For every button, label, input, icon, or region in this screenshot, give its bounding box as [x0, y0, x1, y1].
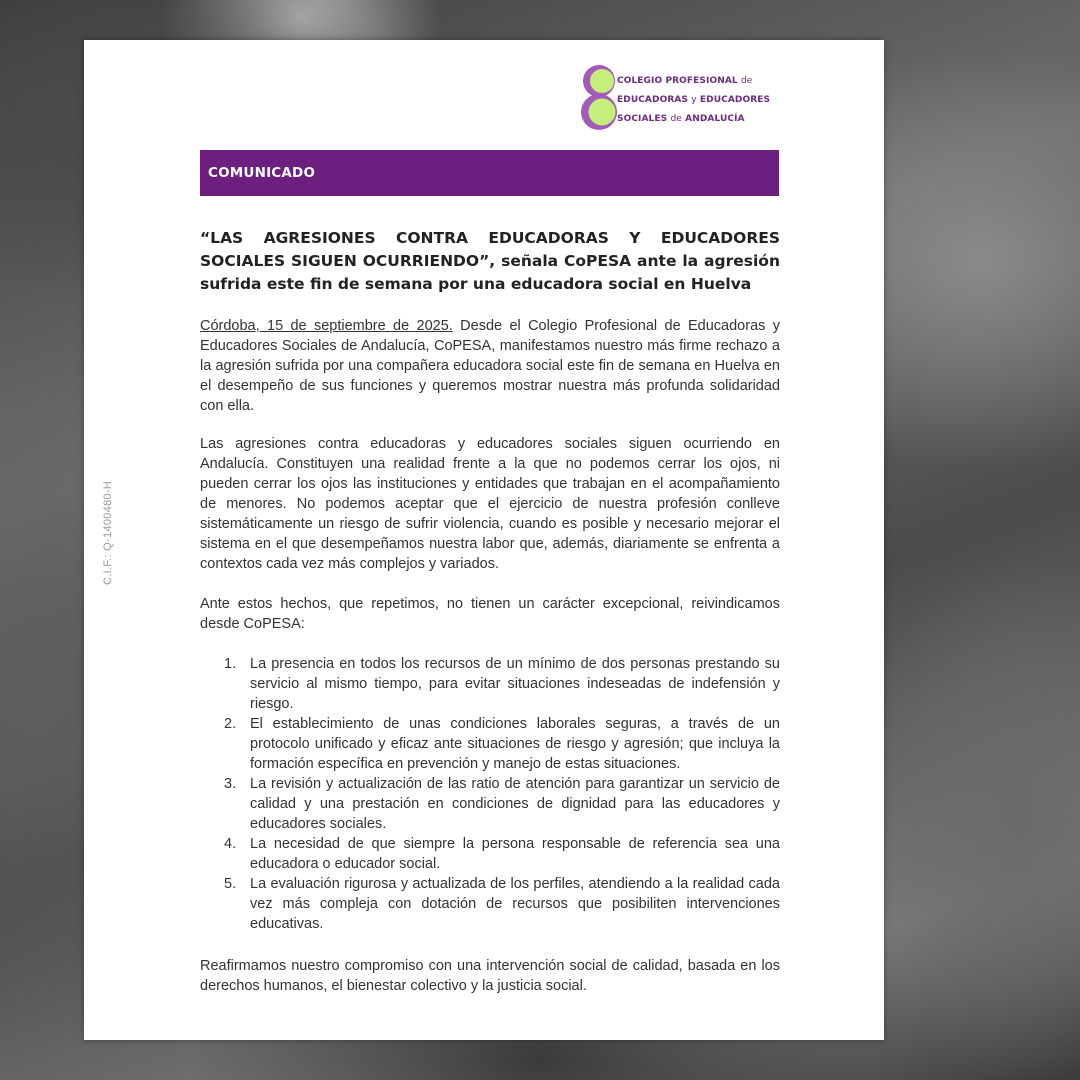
- paragraph-demands-intro: Ante estos hechos, que repetimos, no tienen un carácter excepcional, reivindicamos desde CoPESA:: [200, 596, 780, 632]
- list-item-text: La presencia en todos los recursos de un mínimo de dos personas prestando su servicio al mismo tiempo, para evitar situaciones indeseadas de indefensión y riesgo.: [250, 656, 780, 712]
- logo-line2a: EDUCADORAS: [617, 95, 688, 105]
- paragraph-aggressions: Las agresiones contra educadoras y educadores sociales siguen ocurriendo en Andalucía. Constituyen una realidad frente a la que no podemos cerrar los ojos, ni pueden cerrar los ojos las instituciones y entidades que trabajan en el acompañamiento de menores. No podemos aceptar que el ejercicio de nuestra profesión conlleve sistemáticamente un riesgo de sufrir violencia, cuando es posible y necesario mejorar el sistema en el que desempeñamos nuestra labor que, además, diariamente se enfrenta a contextos cada vez más complejos y variados.: [200, 436, 780, 572]
- paragraph-intro-text: Desde el Colegio Profesional de Educadoras y Educadores Sociales de Andalucía, CoPESA, manifestamos nuestro más firme rechazo a la agresión sufrida por una compañera educadora social este fin de semana en Huelva en el desempeño de sus funciones y queremos mostrar nuestra más profunda solidaridad con ella.: [200, 318, 780, 414]
- demands-list: [200, 654, 780, 934]
- logo-line3b: ANDALUCÍA: [685, 114, 745, 124]
- paragraph-intro: [200, 316, 780, 416]
- logo-line1: COLEGIO PROFESIONAL: [617, 76, 738, 86]
- list-item-number: 3.: [224, 776, 237, 792]
- copesa-logo-icon: [579, 62, 619, 132]
- list-item-number: 5.: [224, 876, 237, 892]
- press-headline: “LAS AGRESIONES CONTRA EDUCADORAS Y EDUCADORES SOCIALES SIGUEN OCURRIENDO”, señala CoPESA ante la agresión sufrida este fin de semana por una educadora social en Huelva: [200, 229, 780, 293]
- document-page: [84, 40, 884, 1040]
- cif-number: C.I.F.: Q-1400480-H: [102, 480, 114, 585]
- list-item-number: 2.: [224, 716, 237, 732]
- dateline: Córdoba, 15 de septiembre de 2025.: [200, 318, 453, 334]
- logo-line2-small: y: [691, 95, 697, 105]
- list-item-text: La necesidad de que siempre la persona responsable de referencia sea una educadora o educador social.: [250, 836, 780, 872]
- logo-line3-small: de: [670, 114, 682, 124]
- list-item: [200, 834, 780, 874]
- list-item-text: La revisión y actualización de las ratio de atención para garantizar un servicio de calidad y una prestación en condiciones de dignidad para las educadores y educadores sociales.: [250, 776, 780, 832]
- logo-line1-small: de: [740, 76, 753, 86]
- list-item-text: El establecimiento de unas condiciones laborales seguras, a través de un protocolo unificado y eficaz ante situaciones de riesgo y agresión; que incluya la formación específica en prevención y manejo de estas situaciones.: [250, 716, 780, 772]
- paragraph-closing: Reafirmamos nuestro compromiso con una intervención social de calidad, basada en los derechos humanos, el bienestar colectivo y la justicia social.: [200, 958, 780, 994]
- list-item-number: 1.: [224, 656, 237, 672]
- comunicado-banner: [200, 150, 779, 196]
- copesa-logo: [579, 62, 779, 132]
- logo-line3a: SOCIALES: [617, 114, 668, 124]
- list-item: [200, 874, 780, 934]
- list-item-text: La evaluación rigurosa y actualizada de los perfiles, atendiendo a la realidad cada vez más compleja con dotación de recursos que posibiliten intervenciones educativas.: [250, 876, 780, 932]
- list-item: [200, 774, 780, 834]
- list-item: [200, 714, 780, 774]
- list-item: [200, 654, 780, 714]
- list-item-number: 4.: [224, 836, 237, 852]
- logo-wordmark: [617, 72, 770, 129]
- banner-label: COMUNICADO: [208, 165, 316, 181]
- logo-line2b: EDUCADORES: [699, 95, 771, 105]
